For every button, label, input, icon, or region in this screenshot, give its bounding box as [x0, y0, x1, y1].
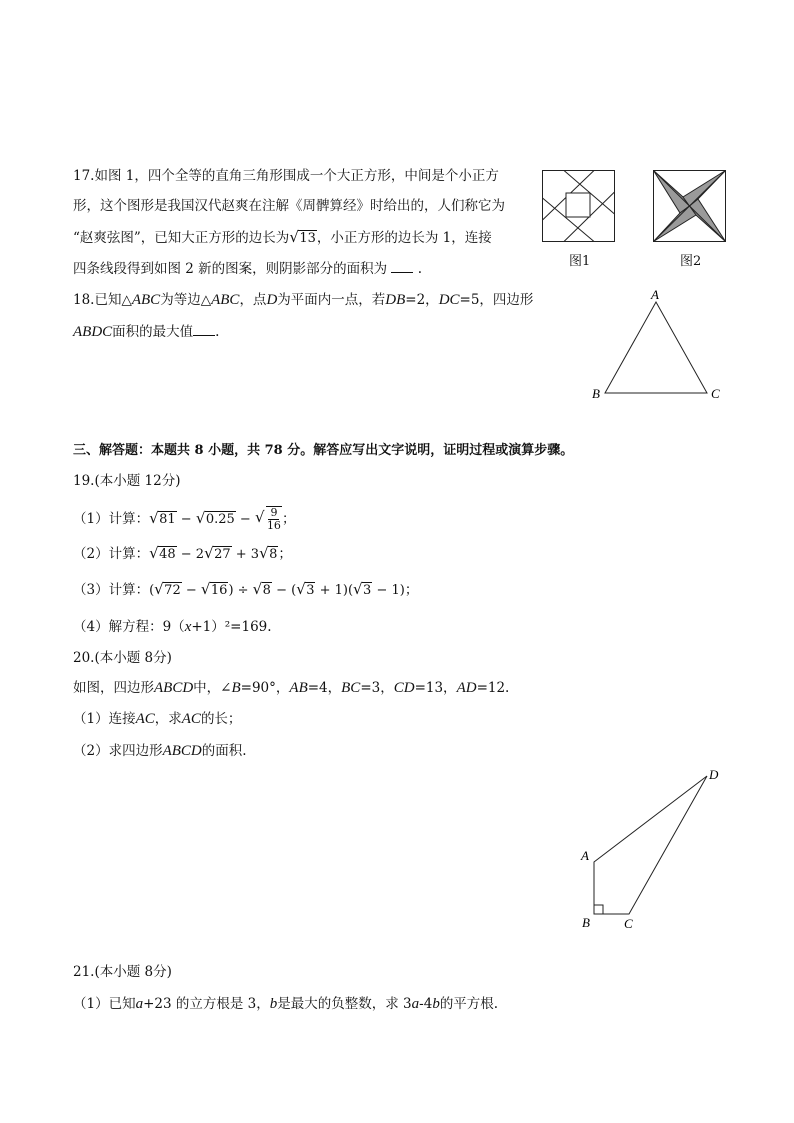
quadrilateral-abcd-figure — [578, 764, 728, 934]
q18-line2 — [73, 322, 219, 342]
label-c: C — [711, 386, 720, 401]
q18-text: 18.已知△ — [73, 292, 132, 308]
q18-text: =5，四边形 — [459, 292, 534, 308]
q18-abdc: ABDC — [73, 324, 113, 340]
operator: − ( — [271, 583, 297, 598]
q21-header: 21.(本小题 8分) — [73, 964, 172, 980]
answer-blank — [391, 260, 413, 273]
q18-line1 — [73, 290, 533, 310]
q19-part2 — [73, 544, 292, 565]
sqrt-13: √ 13 — [289, 229, 317, 249]
semicolon: ； — [281, 511, 296, 527]
q20-abcd: ABCD — [154, 680, 194, 696]
q19-part1 — [73, 506, 295, 533]
q17-line1: 17.如图 1，四个全等的直角三角形围成一个大正方形，中间是个小正方 — [73, 168, 499, 184]
operator: + 1)( — [315, 583, 354, 598]
q17-line4-text: 四条线段得到如图 2 新的图案，则阴影部分的面积为 — [73, 261, 388, 277]
equilateral-triangle-figure — [590, 288, 730, 403]
label-c: C — [624, 916, 633, 931]
q19-part4 — [73, 617, 272, 637]
sqrt-0-25: √ 0.25 — [196, 507, 236, 533]
q21-text: 的平方根. — [439, 996, 499, 1012]
minus: − — [176, 512, 196, 527]
q21-text: 是最大的负整数，求 3 — [277, 996, 412, 1012]
q20-ab: AB — [289, 680, 308, 696]
q20-text: 的面积. — [201, 743, 247, 759]
minus: − — [235, 512, 255, 527]
triangle-abc — [605, 302, 707, 393]
figure-2-caption: 图2 — [680, 254, 702, 269]
q21-text: +23 的立方根是 3， — [143, 996, 270, 1012]
q20-header: 20.(本小题 8分) — [73, 650, 172, 666]
q20-cd: CD — [393, 680, 415, 696]
q18-dc: DC — [438, 292, 460, 308]
label-d: D — [709, 767, 719, 782]
q17-line4 — [73, 259, 422, 279]
variable-b: b — [432, 996, 440, 1012]
answer-blank — [193, 323, 215, 336]
label-b: B — [582, 915, 590, 930]
q17-line3-text-b: ，小正方形的边长为 1，连接 — [316, 230, 492, 246]
variable-x: x — [184, 619, 192, 635]
q20-text: =4， — [307, 680, 342, 696]
q20-ac: AC — [181, 711, 201, 727]
q17-line2: 形，这个图形是我国汉代赵爽在注解《周髀算经》时给出的，人们称它为 — [73, 198, 505, 214]
sqrt-81: √ 81 — [149, 507, 177, 533]
q20-part2 — [73, 741, 247, 761]
operator: ) ÷ — [228, 583, 253, 598]
sqrt-27: √ 27 — [204, 545, 232, 565]
q17-line3-text-a: “赵爽弦图”，已知大正方形的边长为 — [73, 230, 290, 246]
q18-text: ，点 — [239, 292, 267, 308]
variable-a: a — [411, 996, 420, 1012]
section-3-heading — [73, 441, 573, 461]
semicolon: ； — [404, 582, 419, 598]
q20-part1 — [73, 709, 241, 729]
q20-text: =3， — [360, 680, 394, 696]
q20-intro — [73, 678, 509, 698]
q20-text: （1）连接 — [73, 711, 136, 727]
q20-text: 如图，四边形 — [73, 680, 154, 696]
sqrt-72: √ 72 — [154, 581, 182, 601]
q18-text: 为等边△ — [160, 292, 212, 308]
sqrt-fraction — [255, 506, 282, 533]
label-a: A — [581, 848, 589, 863]
q21-text: -4 — [419, 996, 433, 1012]
right-angle-mark — [594, 905, 603, 914]
q18-abc: ABC — [131, 292, 161, 308]
section-3-text: 分。解答应写出文字说明，证明过程或演算步骤。 — [282, 443, 574, 458]
q20-b: B — [231, 680, 241, 696]
sqrt-3: √ 3 — [353, 581, 372, 601]
sqrt-8: √ 8 — [259, 545, 278, 565]
q20-ac: AC — [135, 711, 155, 727]
q20-text: =12. — [476, 680, 510, 696]
operator: − 1) — [372, 583, 405, 598]
variable-b: b — [269, 996, 278, 1012]
q19-equation-end: +1）²=169. — [191, 619, 272, 635]
label-a: A — [651, 287, 659, 302]
q20-text: =90°， — [240, 680, 290, 696]
q18-period: . — [215, 324, 220, 340]
section-3-text: 小题，共 — [203, 443, 265, 458]
sqrt-3: √ 3 — [296, 581, 315, 601]
q18-text: 面积的最大值 — [112, 324, 194, 340]
label-b: B — [592, 386, 600, 401]
figure-2-pattern — [653, 170, 727, 242]
section-3-text: 三、解答题：本题共 — [73, 443, 195, 458]
q19-label: （3）计算： — [73, 582, 150, 598]
q19-part3 — [73, 580, 418, 601]
operator: − 2 — [176, 547, 205, 562]
figure-1-caption: 图1 — [569, 254, 591, 269]
q17-line3 — [73, 228, 492, 249]
q18-db: DB — [385, 292, 406, 308]
figure-1-zhao-shuang-diagram — [542, 170, 616, 242]
q18-d: D — [266, 292, 278, 308]
q17-period: . — [417, 261, 423, 277]
section-3-score: 78 — [264, 443, 283, 458]
q20-text: 的长； — [200, 711, 242, 727]
q18-text: 为平面内一点，若 — [277, 292, 386, 308]
q20-abcd: ABCD — [162, 743, 202, 759]
variable-a: a — [135, 996, 144, 1012]
fraction-9-16: √ $\frac{9}{16}$ — [266, 506, 281, 532]
sqrt-16: √ 16 — [201, 581, 229, 601]
q20-text: ，求 — [154, 711, 182, 727]
q18-text: =2， — [405, 292, 439, 308]
q19-label: （2）计算： — [73, 546, 150, 562]
q20-bc: BC — [341, 680, 361, 696]
q21-part1 — [73, 994, 498, 1014]
q20-text: 中，∠ — [193, 680, 232, 696]
fig1-inner-square — [566, 193, 590, 217]
q21-text: （1）已知 — [73, 996, 136, 1012]
q20-ad: AD — [456, 680, 477, 696]
q19-label: （1）计算： — [73, 511, 150, 527]
sqrt-8: √ 8 — [253, 581, 272, 601]
minus: − — [181, 583, 201, 598]
q20-text: （2）求四边形 — [73, 743, 163, 759]
q20-text: =13， — [414, 680, 457, 696]
q19-header: 19.(本小题 12分) — [73, 473, 181, 489]
section-3-count: 8 — [194, 443, 204, 458]
sqrt-48: √ 48 — [149, 545, 177, 565]
operator: + 3 — [231, 547, 260, 562]
quadrilateral-abcd — [594, 776, 707, 914]
q19-label: （4）解方程：9（ — [73, 619, 185, 635]
paren: ( — [149, 583, 155, 598]
semicolon: ； — [278, 546, 292, 562]
q18-abc: ABC — [211, 292, 240, 308]
